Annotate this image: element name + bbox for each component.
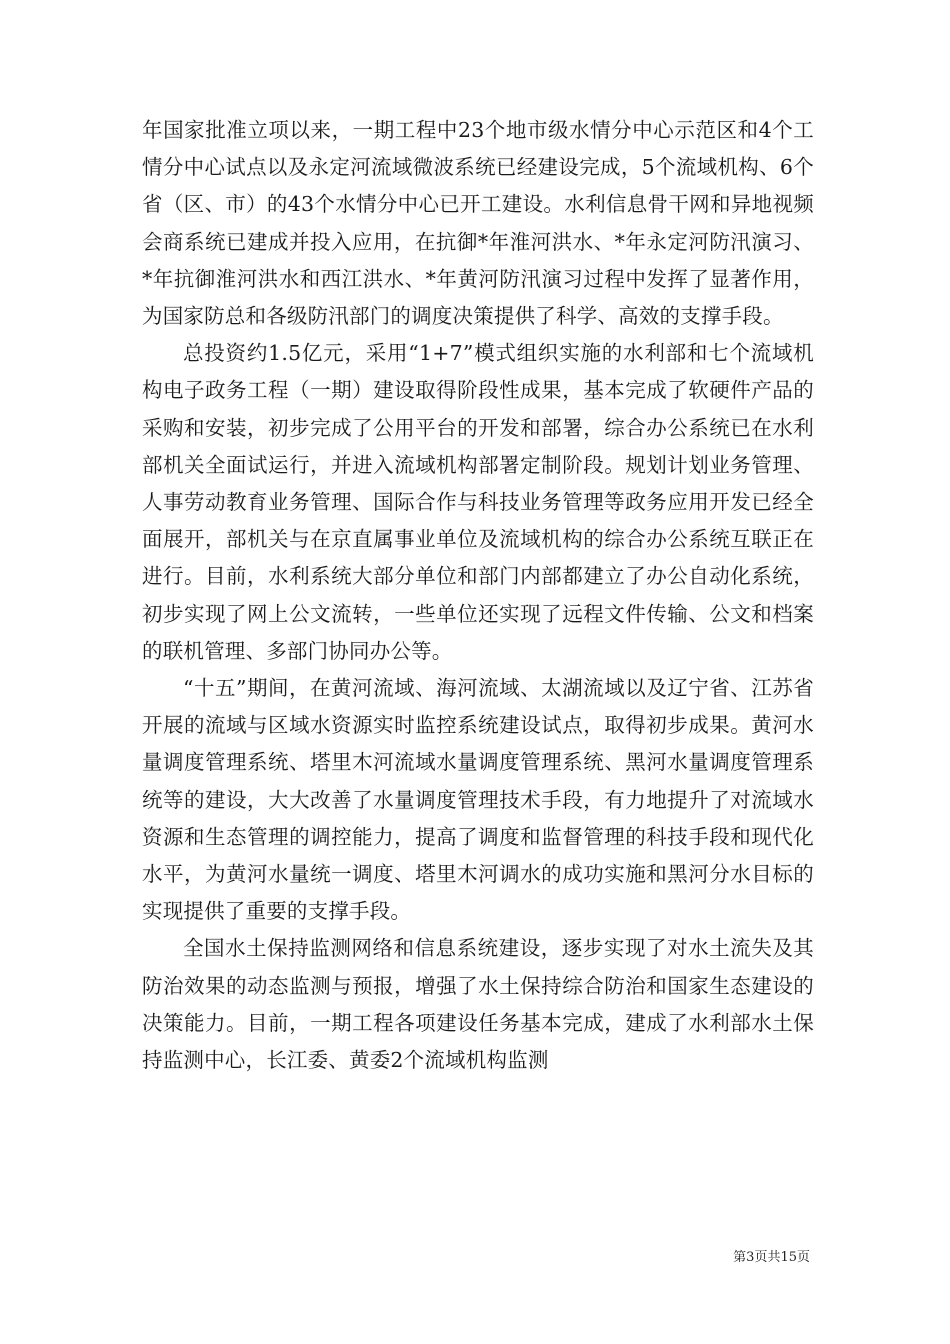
paragraph-1: 年国家批准立项以来，一期工程中23个地市级水情分中心示范区和4个工情分中心试点以及永定河流域微波系统已经建设完成，5个流域机构、6个省（区、市）的43个水情分中心已开工建设。水利信息骨干网和异地视频会商系统已建成并投入应用，在抗御*年淮河洪水、*年永定河防汛演习、*年抗御淮河洪水和西江洪水、*年黄河防汛演习过程中发挥了显著作用，为国家防总和各级防汛部门的调度决策提供了科学、高效的支撑手段。 [142,118,814,329]
paragraph-2: 总投资约1.5亿元，采用“1+7”模式组织实施的水利部和七个流域机构电子政务工程（一期）建设取得阶段性成果，基本完成了软硬件产品的采购和安装，初步完成了公用平台的开发和部署，综合办公系统已在水利部机关全面试运行，并进入流域机构部署定制阶段。规划计划业务管理、人事劳动教育业务管理、国际合作与科技业务管理等政务应用开发已经全面展开，部机关与在京直属事业单位及流域机构的综合办公系统互联正在进行。目前，水利系统大部分单位和部门内部都建立了办公自动化系统，初步实现了网上公文流转，一些单位还实现了远程文件传输、公文和档案的联机管理、多部门协同办公等。 [142,341,814,663]
body-text [142,112,814,1079]
page-number: 第3页共15页 [733,1250,810,1265]
paragraph-4: 全国水土保持监测网络和信息系统建设，逐步实现了对水土流失及其防治效果的动态监测与预报，增强了水土保持综合防治和国家生态建设的决策能力。目前，一期工程各项建设任务基本完成，建成了水利部水土保持监测中心，长江委、黄委2个流域机构监测 [142,936,814,1073]
paragraph-3: “十五”期间，在黄河流域、海河流域、太湖流域以及辽宁省、江苏省开展的流域与区域水资源实时监控系统建设试点，取得初步成果。黄河水量调度管理系统、塔里木河流域水量调度管理系统、黑河水量调度管理系统等的建设，大大改善了水量调度管理技术手段，有力地提升了对流域水资源和生态管理的调控能力，提高了调度和监督管理的科技手段和现代化水平，为黄河水量统一调度、塔里木河调水的成功实施和黑河分水目标的实现提供了重要的支撑手段。 [142,676,814,924]
